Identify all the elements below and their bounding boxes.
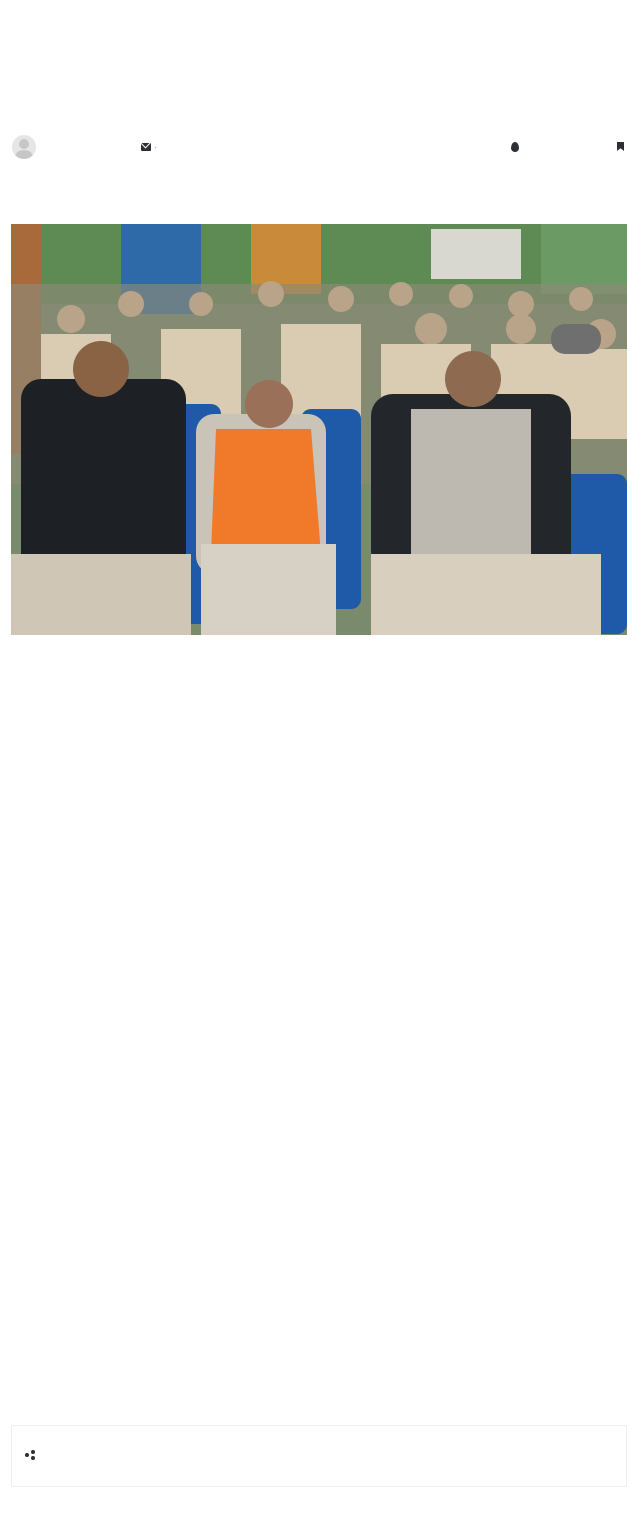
share-label bbox=[25, 1450, 39, 1462]
views-count bbox=[511, 142, 522, 154]
article-body bbox=[11, 660, 628, 681]
fire-icon bbox=[511, 142, 519, 152]
reading-time bbox=[617, 142, 627, 153]
share-box-bottom bbox=[11, 1425, 627, 1487]
featured-image bbox=[11, 224, 627, 635]
envelope-icon[interactable] bbox=[141, 143, 151, 151]
author-avatar[interactable] bbox=[12, 135, 36, 159]
workers-meeting-photo bbox=[11, 224, 627, 635]
share-icon bbox=[25, 1450, 35, 1460]
post-meta bbox=[12, 135, 627, 161]
bookmark-icon bbox=[617, 142, 624, 151]
